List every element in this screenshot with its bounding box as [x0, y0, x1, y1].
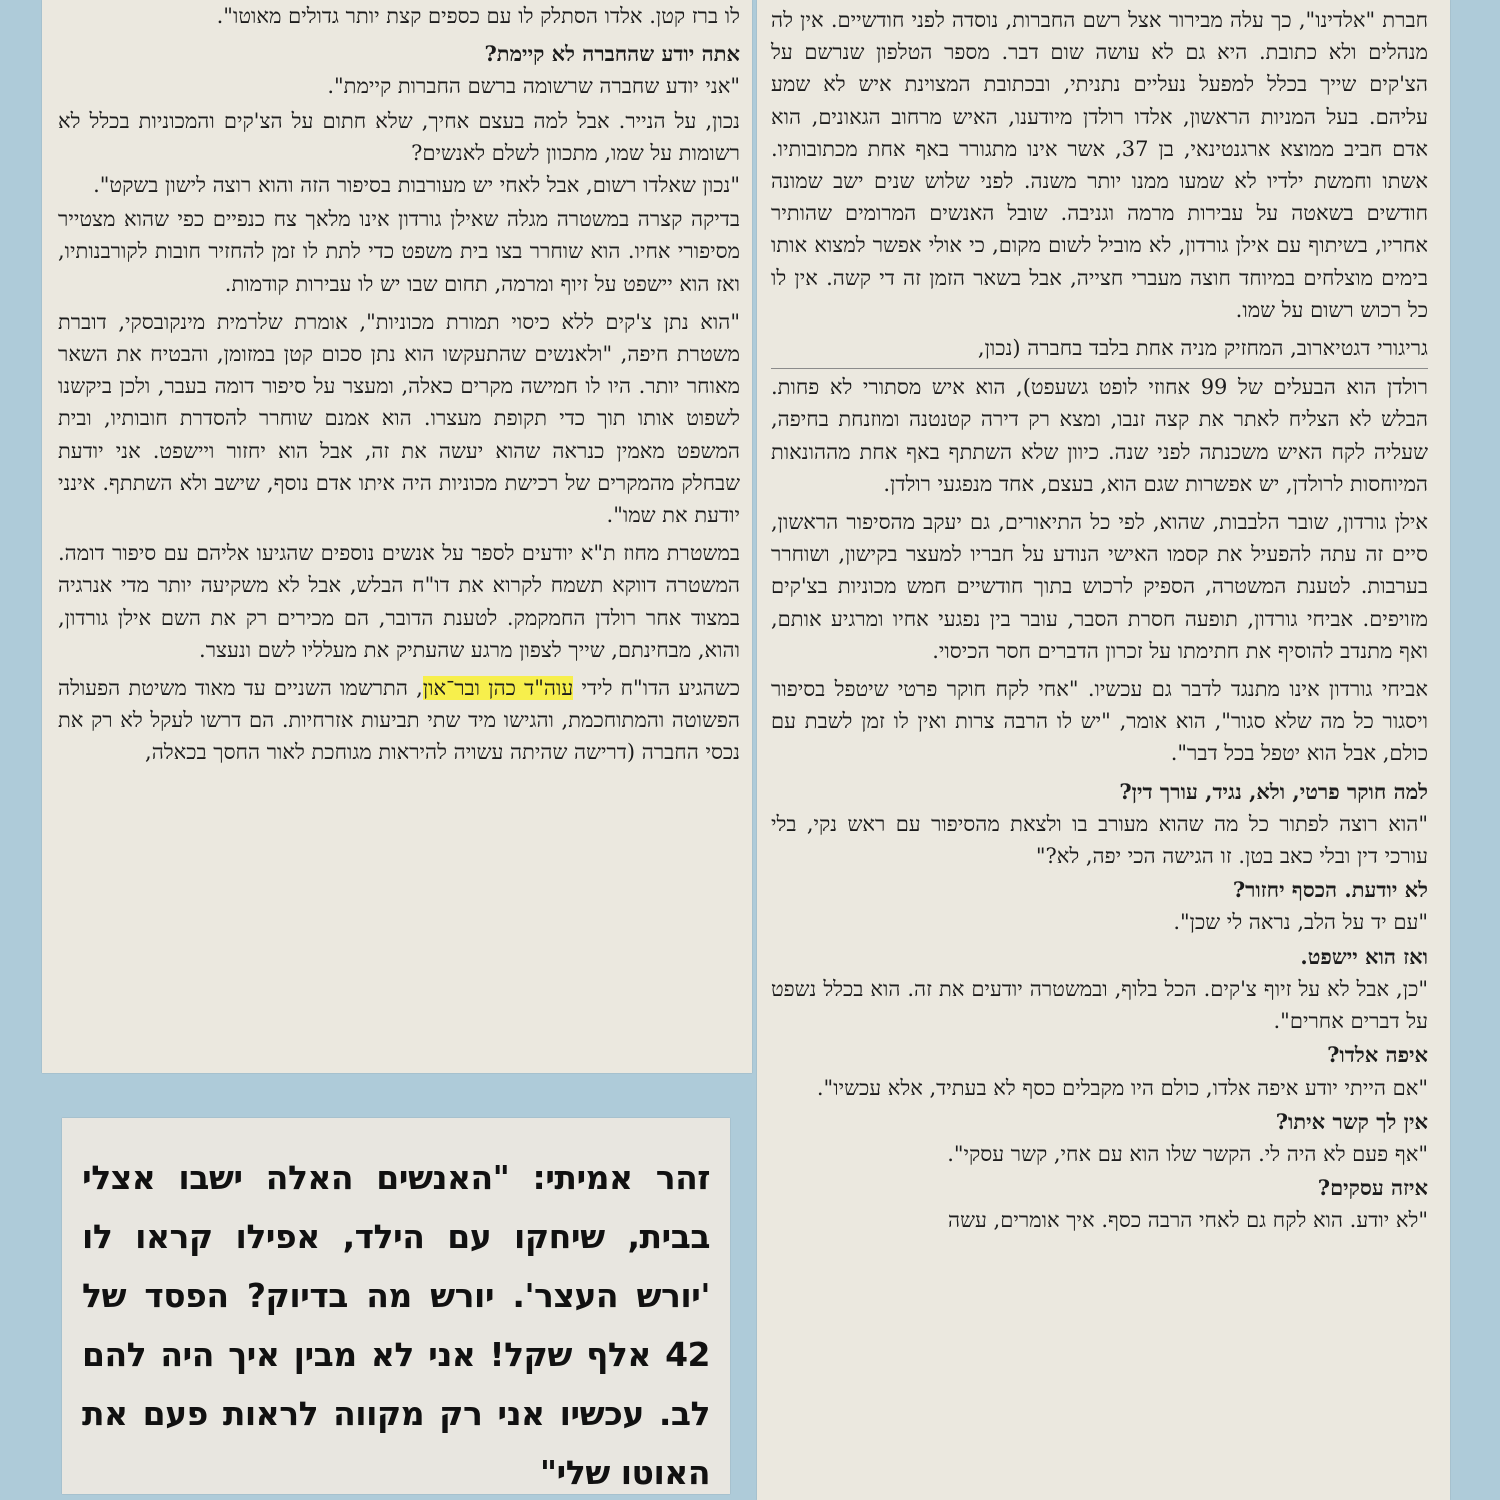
interview-question: אין לך קשר איתו? — [1275, 1108, 1428, 1134]
article-paragraph: לו ברז קטן. אלדו הסתלק לו עם כספים קצת יותר גדולים מאוטו". — [216, 4, 740, 28]
interview-question: לא יודעת. הכסף יחזור? — [1232, 877, 1428, 903]
interview-question: נכון, על הנייר. אבל למה בעצם אחיך, שלא חתום על הצ'קים והמכוניות בכלל לא רשומות על שמו, מתכוון לשלם לאנשים? — [58, 108, 740, 165]
article-paragraph: בדיקה קצרה במשטרה מגלה שאילן גורדון אינו מלאך צח כנפיים כפי שהוא מצטייר מסיפורי אחיו. הוא שוחרר בצו בית משפט כדי לתת לו זמן להחזיר חובות לקורבנותיו, ואז הוא יישפט על זיוף ומרמה, תחום שבו יש לו עבירות קודמות. — [58, 207, 740, 296]
interview-question: אתה יודע שהחברה לא קיימת? — [484, 41, 740, 67]
interview-answer: "אני יודע שחברה שרשומה ברשם החברות קיימת". — [327, 74, 740, 99]
interview-answer: "אף פעם לא היה לי. הקשר שלו הוא עם אחי, קשר עסקי". — [947, 1141, 1428, 1166]
article-paragraph: רולדן הוא הבעלים של 99 אחוזי לופט גשעפט), הוא איש מסתורי לא פחות. הבלש לא הצליח לאתר את קצה זנבו, ומצא רק דירה קטנטנה ומוזנחת בחיפה, שעליה לקח האיש משכנתה לפני שנה. כיוון שלא השתתף באף אחת מההונאות המיוחסות לרולדן, יש אפשרות שגם הוא, בעצם, אחד מנפגעי רולדן. — [771, 375, 1428, 496]
article-clipping-left — [42, 0, 752, 1073]
interview-answer: "כן, אבל לא על זיוף צ'קים. הכל בלוף, ובמשטרה יודעים את זה. הוא בכלל נשפט על דברים אחרים". — [771, 976, 1428, 1034]
interview-answer: "אם הייתי יודע איפה אלדו, כולם היו מקבלים כסף לא בעתיד, אלא עכשיו". — [816, 1075, 1428, 1100]
article-paragraph: חברת "אלדינו", כך עלה מבירור אצל רשם החברות, נוסדה לפני חודשיים. אין לה מנהלים ולא כתובת. היא גם לא עושה שום דבר. מספר הטלפון שנרשם על הצ'קים שייך בכלל למפעל נעליים נתניתי, ובכתובת המצוינת איש לא שמע עליהם. בעל המניות הראשון, אלדו רולדן מיודענו, האיש מרחוב הגאונים, הוא אדם חביב ממוצא ארגנטינאי, בן 37, אשר אינו מתגורר באף אחת מכתובותיו. אשתו וחמשת ילדיו לא שמעו ממנו יותר משנה. לפני שלוש שנים ישב שמונה חודשים בשאטה על עבירות מרמה וגניבה. שובל האנשים המרומים שהותיר אחריו, בשיתוף עם אילן גורדון, לא מוביל לשום מקום, כי אולי אפשר למצוא אותו בימים מוצלחים במיוחד חוצה מעברי חצייה, אבל בשאר הזמן זה די קשה. אין לו כל רכוש רשום על שמו. — [771, 8, 1429, 322]
article-paragraph: במשטרת מחוז ת"א יודעים לספר על אנשים נוספים שהגיעו אליהם עם סיפור דומה. המשטרה דווקא תשמח לקרוא את דו"ח הבלש, אבל לא משקיעה יותר מדי אנרגיה במצוד אחר רולדן החמקמק. לטענת הדובר, הם מכירים רק את השם אילן גורדון, והוא, מבחינתם, שייך לצפון מרגע שהעתיק את מעלליו לשם ונעצר. — [58, 541, 740, 662]
highlighted-lawyers-names: עוה"ד כהן ובר־און — [422, 676, 574, 701]
interview-question: למה חוקר פרטי, ולא, נגיד, עורך דין? — [1119, 778, 1428, 804]
article-paragraph: אילן גורדון, שובר הלבבות, שהוא, לפי כל התיאורים, גם יעקב מהסיפור הראשון, סיים זה עתה להפעיל את קסמו האישי הנודע על חבריו למעצר בקישון, ושוחרר בערבות. לטענת המשטרה, הספיק לרכוש בתוך חודשיים חמש מכוניות בצ'קים מזויפים. אביחי גורדון, תופעה חסרת הסבר, עובר בין נפגעי אחיו ומרגיע אותם, ואף מתנדב להוסיף את חתימתו על זכרון הדברים חסר הכיסוי. — [771, 510, 1428, 663]
pull-quote-text: זהר אמיתי: "האנשים האלה ישבו אצלי בבית, שיחקו עם הילד, אפילו קראו לו 'יורש העצר'. יורש מה בדיוק? הפסד של 42 אלף שקל! אני לא מבין איך היה להם לב. עכשיו אני רק מקווה לראות פעם את האוטו שלי" — [82, 1158, 710, 1492]
closing-text-end: , התרשמו השניים עד מאוד משיטת הפעולה הפשוטה והמתוחכמת, והגישו מיד שתי תביעות אזרחיות. הם דרשו לעקל לא רק את נכסי החברה (דרישה שהיתה עשויה להיראות מגוחכת לאור החסך בכאלה, — [58, 676, 740, 765]
interview-answer: "נכון שאלדו רשום, אבל לאחי יש מעורבות בסיפור הזה והוא רוצה לישון בשקט". — [93, 173, 740, 198]
interview-question: איזה עסקים? — [1317, 1175, 1428, 1201]
interview-answer: "הוא רוצה לפתור כל מה שהוא מעורב בו ולצאת מהסיפור עם ראש נקי, בלי עורכי דין ובלי כאב בטן. זו הגישה הכי יפה, לא?" — [771, 811, 1428, 869]
right-column-text — [771, 4, 1428, 1237]
closing-paragraph — [58, 672, 740, 769]
article-paragraph: אביחי גורדון אינו מתנגד לדבר גם עכשיו. "אחי לקח חוקר פרטי שיטפל בסיפור ויסגור כל מה שלא סגור", הוא אומר, "יש לו הרבה צרות ואין לו זמן לשבת עם כולם, אבל הוא יטפל בכל דבר". — [771, 677, 1428, 766]
interview-question: ואז הוא יישפט. — [1300, 943, 1428, 969]
column-divider — [771, 368, 1428, 369]
closing-text-start: כשהגיע הדו"ח לידי — [573, 676, 740, 701]
interview-answer: "לא יודע. הוא לקח גם לאחי הרבה כסף. איך אומרים, עשה — [948, 1208, 1428, 1233]
interview-answer: "עם יד על הלב, נראה לי שכן". — [1173, 910, 1428, 935]
article-paragraph: גריגורי דגטיארוב, המחזיק מניה אחת בלבד בחברה (נכון, — [977, 336, 1428, 361]
interview-question: איפה אלדו? — [1327, 1042, 1428, 1068]
pull-quote-clipping — [62, 1118, 730, 1494]
article-clipping-right — [757, 0, 1450, 1500]
article-paragraph: "הוא נתן צ'קים ללא כיסוי תמורת מכוניות", אומרת שלרמית מינקובסקי, דוברת משטרת חיפה, "ולאנשים שהתעקשו הוא נתן סכום קטן במזומן, והבטיח את השאר מאוחר יותר. היו לו חמישה מקרים כאלה, ומעצר על סיפור דומה בעבר, ולכן ביקשנו לשפוט אותו תוך כדי תקופת מעצרו. הוא אמנם שוחרר להסדרת חובותיו, ובית המשפט מאמין כנראה שהוא יעשה את זה, אבל הוא יחזור ויישפט. אני יודעת שבחלק מהמקרים של רכישת מכוניות היה איתו אדם נוסף, שישב ולא השתתף. אינני יודעת את שמו". — [58, 309, 740, 528]
left-column-text — [58, 0, 740, 769]
